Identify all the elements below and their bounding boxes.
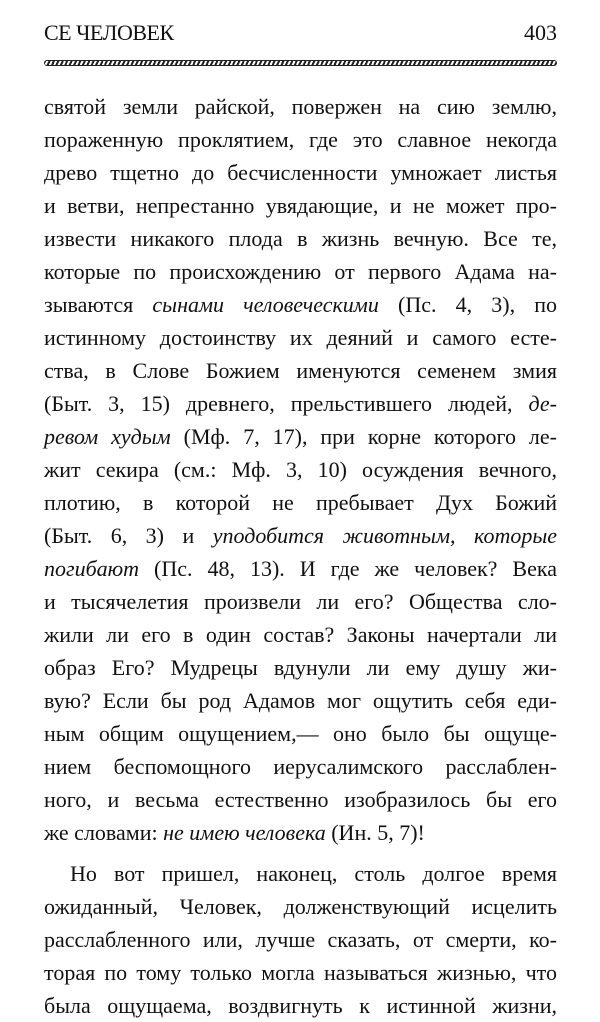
text-span: была ощущаема, воздвигнуть к истинной жизни,: [44, 993, 557, 1018]
text-line: [44, 354, 557, 387]
text-line: [44, 618, 557, 651]
text-span: образ Его? Мудрецы вдунули ли ему душу жи-: [44, 655, 557, 680]
text-span: истинному достоинству их деяний и самого есте-: [44, 325, 557, 350]
text-span: торая по тому только могла называться жизнью, что: [44, 960, 557, 985]
text-span: ства, в Слове Божием именуются семенем змия: [44, 358, 557, 383]
text-span: (Мф. 7, 17), при корне которого ле-: [170, 424, 557, 449]
text-line: [44, 585, 557, 618]
italic-quote: ревом худым: [44, 424, 171, 449]
text-line: [44, 156, 557, 189]
decorative-rope-rule: [44, 60, 557, 66]
text-line: [44, 453, 557, 486]
text-span: и ветви, непрестанно увядающие, и не может про-: [44, 193, 557, 218]
text-line: [44, 288, 557, 321]
text-span: пораженную проклятием, где это славное некогда: [44, 127, 557, 152]
text-span: жит секира (см.: Мф. 3, 10) осуждения вечного,: [44, 457, 557, 482]
text-span: Но вот пришел, наконец, столь долгое время: [70, 861, 557, 886]
text-span: извести никакого плода в жизнь вечную. Все те,: [44, 226, 557, 251]
text-span: и тысячелетия произвели ли его? Общества сло-: [44, 589, 557, 614]
text-line: [44, 552, 557, 585]
text-span: ным общим ощущением,— оно было бы ощуще-: [44, 721, 557, 746]
italic-quote: погибают: [44, 556, 140, 581]
text-line: [44, 956, 557, 989]
paragraph-gap: [44, 849, 557, 857]
text-span: плотию, в которой не пребывает Дух Божий: [44, 490, 557, 515]
paragraph: [44, 90, 557, 849]
italic-quote: де-: [528, 391, 557, 416]
text-span: ного, и весьма естественно изобразилось бы его: [44, 787, 557, 812]
text-span: же словами:: [44, 820, 164, 845]
text-span: расслабленного или, лучше сказать, от смерти, ко-: [44, 927, 557, 952]
text-span: жили ли его в один состав? Законы начертали ли: [44, 622, 557, 647]
text-span: ожиданный, Человек, долженствующий исцелить: [44, 894, 557, 919]
text-span: вую? Если бы род Адамов мог ощутить себя еди-: [44, 688, 557, 713]
running-title: СЕ ЧЕЛОВЕК: [44, 20, 174, 45]
body-text: [44, 90, 557, 1022]
text-line: [44, 783, 557, 816]
text-line: [44, 222, 557, 255]
text-span: (Ин. 5, 7)!: [325, 820, 425, 845]
text-line: [44, 387, 557, 420]
text-line: [44, 857, 557, 890]
text-line: [44, 816, 557, 849]
text-span: древо тщетно до бесчисленности умножает листья: [44, 160, 557, 185]
text-span: (Пс. 48, 13). И где же человек? Века: [139, 556, 557, 581]
text-line: [44, 684, 557, 717]
text-span: святой земли райской, повержен на сию землю,: [44, 94, 557, 119]
text-span: (Быт. 3, 15) древнего, прельстившего людей,: [44, 391, 529, 416]
text-line: [44, 255, 557, 288]
text-line: [44, 189, 557, 222]
text-line: [44, 923, 557, 956]
text-line: [44, 717, 557, 750]
text-span: которые по происхождению от первого Адама на-: [44, 259, 557, 284]
text-line: [44, 321, 557, 354]
text-span: (Быт. 6, 3) и: [44, 523, 213, 548]
text-span: зываются: [44, 292, 153, 317]
text-line: [44, 519, 557, 552]
text-line: [44, 890, 557, 923]
italic-quote: сынами человеческими: [152, 292, 379, 317]
text-line: [44, 989, 557, 1022]
text-span: (Пс. 4, 3), по: [378, 292, 558, 317]
page-number: 403: [524, 20, 557, 45]
text-line: [44, 486, 557, 519]
text-line: [44, 750, 557, 783]
text-span: нием беспомощного иерусалимского расслаблен-: [44, 754, 557, 779]
italic-quote: уподобится животным, которые: [212, 523, 557, 548]
italic-quote: не имею человека: [163, 820, 326, 845]
text-line: [44, 651, 557, 684]
paragraph: [44, 857, 557, 1022]
text-line: [44, 420, 557, 453]
page-header: [44, 20, 557, 50]
text-line: [44, 90, 557, 123]
text-line: [44, 123, 557, 156]
